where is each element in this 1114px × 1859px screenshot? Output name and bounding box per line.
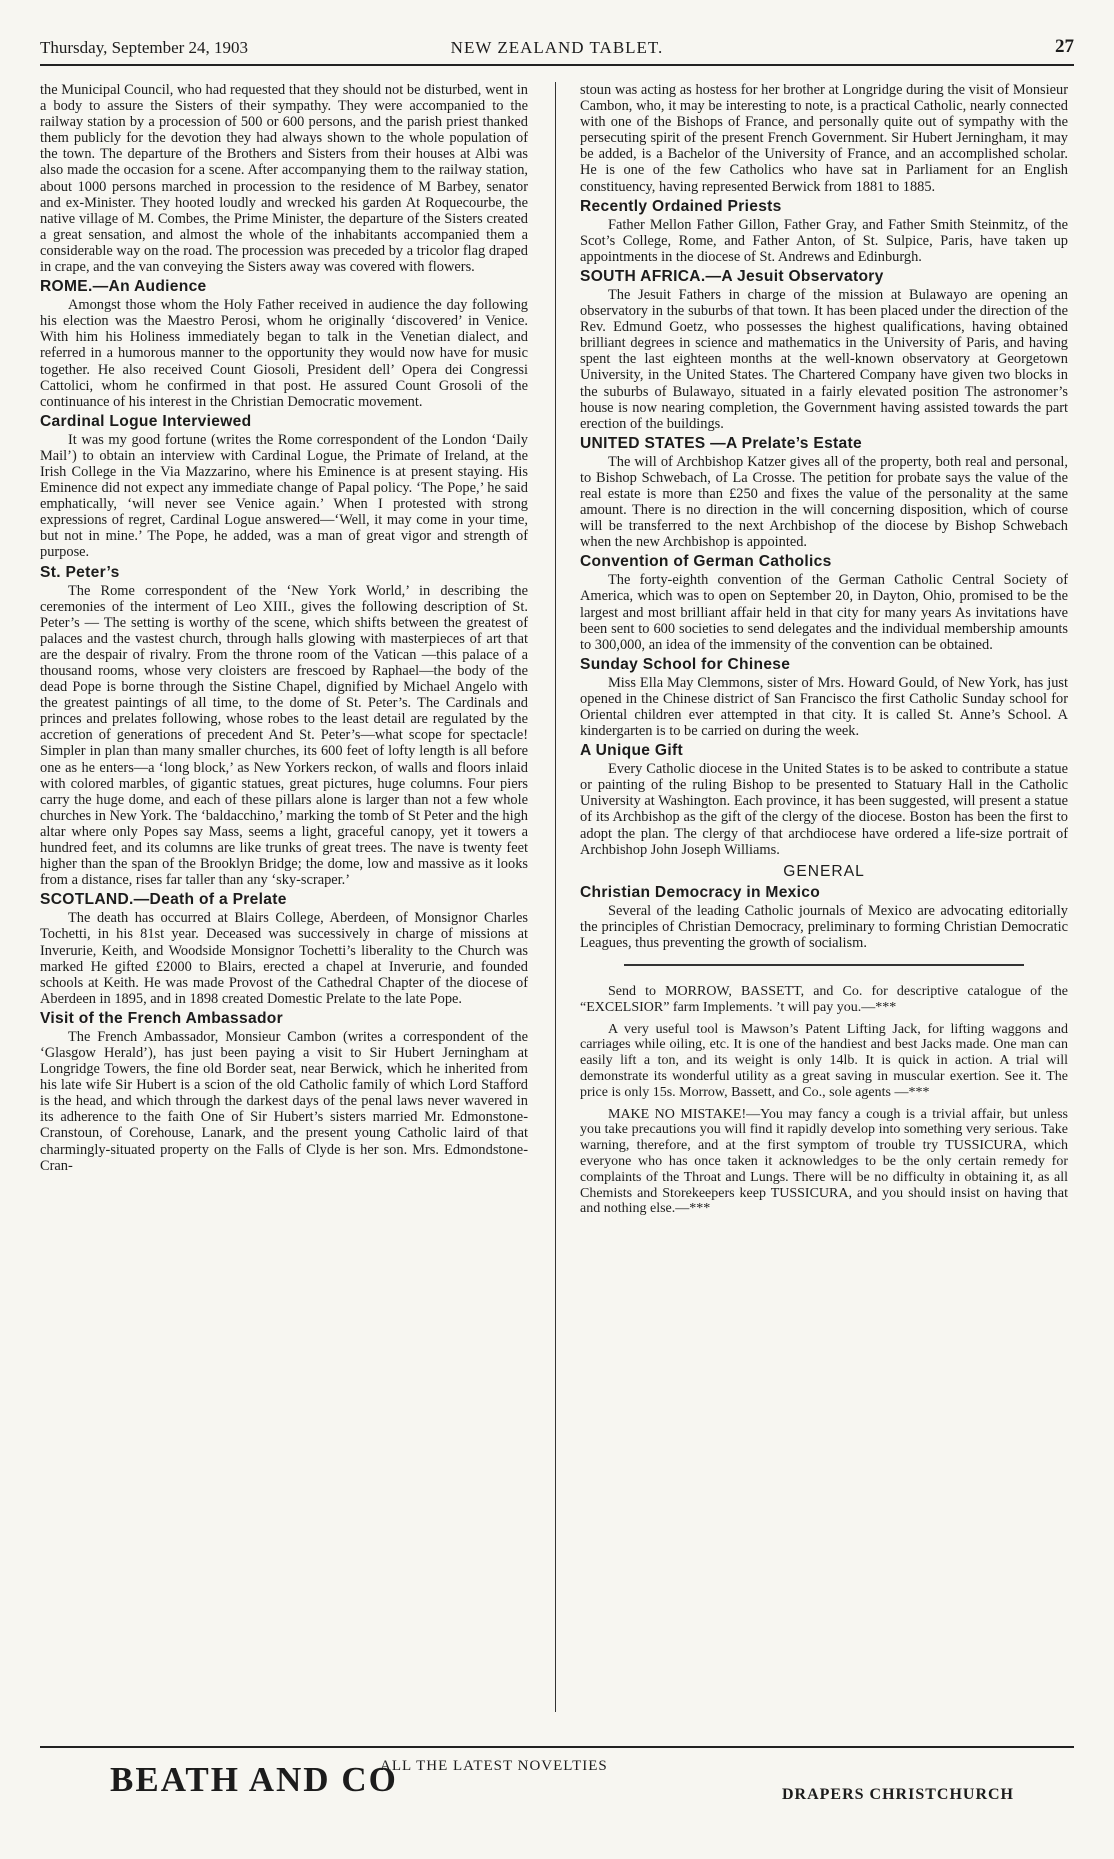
heading-st-peters: St. Peter’s (40, 563, 120, 581)
heading-christian-democracy: Christian Democracy in Mexico (580, 883, 821, 901)
heading-sunday-school: Sunday School for Chinese (580, 655, 791, 673)
heading-german-catholics: Convention of German Catholics (580, 553, 832, 571)
article-continuation-right: stoun was acting as hostess for her brother at Longridge during the visit of Monsieur Cambon, who, it may be interesting to note, is a practical Catholic, nearly connected with one of the Bishops of France, and personally quite out of sympathy with the persecuting spirit of the present French Government. Sir Hubert Jerningham, it may be added, is a Bachelor of the University of France, and an accomplished scholar. He is one of the few Catholics who have sat in Parliament for an English constituency, having represented Berwick from 1881 to 1885. (580, 82, 1068, 195)
article-st-peters: The Rome correspondent of the ‘New York World,’ in describing the ceremonies of the interment of Leo XIII., gives the following description of St. Peter’s — The setting is worthy of the scene, which shifts between the greatest of palaces and the vastest church, through halls glowing with masterpieces of art that are the despair of rivalry. From the throne room of the Vatican —this palace of a thousand rooms, whose very cloisters are frescoed by Raphael—the body of the dead Pope is borne through the Sistine Chapel, dignified by Michael Angelo with the greatest paintings of all time, to the dome of St. Peter’s. The Cardinals and princes and prelates following, whose robes to the least detail are regulated by the accretion of generations of precedent And St. Peter’s—what scope for spectacle! Simpler in plan than many smaller churches, its 600 feet of lofty length is all before one as he enters—a ‘long block,’ as New Yorkers reckon, of walls and floors inlaid with colored marbles, of gigantic statues, great pictures, huge columns. Four piers carry the huge dome, and each of these pillars alone is larger than not a few whole churches in New York. The ‘baldacchino,’ marking the tomb of St Peter and the high altar where only Popes say Mass, seems a light, graceful canopy, yet it towers a hundred feet, and its columns are like trunks of great trees. The nave is twenty feet higher than the span of the Brooklyn Bridge; the dome, low and massive as it looks from a distance, rises far taller than any ‘sky-scraper.’ (40, 582, 528, 889)
article-christian-democracy: Several of the leading Catholic journals of Mexico are advocating editorially the principles of Christian Democracy, preliminary to forming Christian Democratic Leagues, thus preventing the growth of socialism. (580, 902, 1068, 951)
article-continuation: the Municipal Council, who had requested that they should not be disturbed, went in a body to assure the Sisters of their sympathy. They were accompanied to the railway station by a procession of 500 or 600 persons, and the parish priest thanked them publicly for the devotion they had always shown to the whole population of the town. The departure of the Brothers and Sisters from their houses at Albi was also made the occasion for a scene. After accompanying them to the railway station, about 1000 persons marched in procession to the residence of M Barbey, senator and ex-Minister. They hooted loudly and wrecked his garden At Roquecourbe, the native village of M. Combes, the Prime Minister, the departure of the Sisters created a great sensation, and almost the whole of the inhabitants accompanied them a considerable way on the road. The procession was preceded by a tricolor flag draped in crape, and the van conveying the Sisters away was covered with flowers. (40, 82, 528, 276)
article-scotland: The death has occurred at Blairs College, Aberdeen, of Monsignor Charles Tochetti, in his 81st year. Deceased was successively in charge of missions at Inverurie, Keith, and Woodside Monsignor Tochetti’s liberality to the Church was marked He gifted £2000 to Blairs, erected a chapel at Inverurie, and founded schools at Keith. He was made Provost of the Cathedral Chapter of the diocese of Aberdeen in 1895, and in 1898 created Domestic Prelate to the late Pope. (40, 910, 528, 1007)
advertisements (580, 984, 1068, 1217)
article-cardinal-logue: It was my good fortune (writes the Rome correspondent of the London ‘Daily Mail’) to obtain an interview with Cardinal Logue, the Primate of Ireland, at the Irish College in the Via Mazzarino, where his Eminence is at present staying. His Eminence did not expect any immediate change of Papal policy. ‘The Pope,’ he said emphatically, ‘will never see Venice again.’ When I protested with strong expressions of regret, Cardinal Logue answered—‘Well, it may come in your time, but not in mine.’ The Pope, he added, was a man of great vigor and strength of purpose. (40, 431, 528, 561)
heading-rome: ROME.—An Audience (40, 278, 207, 296)
footer-brand: BEATH AND CO (110, 1760, 398, 1799)
heading-french-ambassador: Visit of the French Ambassador (40, 1009, 283, 1027)
left-column (40, 82, 528, 1722)
footer-tagline: ALL THE LATEST NOVELTIES (380, 1758, 608, 1774)
advert-tussicura: MAKE NO MISTAKE!—You may fancy a cough is a trivial affair, but unless you take precautions you will find it rapidly develop into something very serious. Take warning, therefore, and at the first symptom of trouble try TUSSICURA, which everyone who has once taken it acknowledges to be the only certain remedy for complaints of the Throat and Lungs. There will be no difficulty in obtaining it, as all Chemists and Storekeepers keep TUSSICURA, and you should insist on having that and nothing else.—*** (580, 1106, 1068, 1217)
article-sunday-school: Miss Ella May Clemmons, sister of Mrs. Howard Gould, of New York, has just opened in the Chinese district of San Francisco the first Catholic Sunday school for Oriental children ever attempted in that city. It is called St. Anne’s School. A kindergarten is to be carried on during the week. (580, 674, 1068, 740)
issue-date: Thursday, September 24, 1903 (40, 38, 249, 57)
heading-south-africa: SOUTH AFRICA.—A Jesuit Observatory (580, 267, 884, 285)
advert-divider (624, 964, 1024, 966)
advert-lifting-jack: A very useful tool is Mawson’s Patent Lifting Jack, for lifting waggons and carriages while oiling, etc. It is one of the handiest and best Jacks made. One man can easily lift a ton, and its weight is only 14lb. It is quick in action. A trial will demonstrate its wonderful utility as a great saving in muscular exertion. See it. The price is only 15s. Morrow, Bassett, and Co., sole agents —*** (580, 1021, 1068, 1100)
heading-general: GENERAL (783, 862, 865, 880)
footer-advert (40, 1758, 1074, 1828)
advert-excelsior: Send to MORROW, BASSETT, and Co. for descriptive catalogue of the “EXCELSIOR” farm Implements. ’t will pay you.—*** (580, 984, 1068, 1015)
heading-united-states: UNITED STATES —A Prelate’s Estate (580, 434, 862, 452)
article-rome: Amongst those whom the Holy Father received in audience the day following his election was the Maestro Perosi, whom he originally ‘discovered’ in Venice. With him his Holiness immediately began to talk in the Venetian dialect, and referred in a humorous manner to the opportunity they would now have for music together. He also received Count Giosoli, President dell’ Opera dei Congressi Cattolici, whom he confirmed in that post. He assured Count Grosoli of the continuance of his interest in the Christian Democratic movement. (40, 297, 528, 410)
article-ordained-priests: Father Mellon Father Gillon, Father Gray, and Father Smith Steinmitz, of the Scot’s College, Rome, and Father Anton, of St. Sulpice, Paris, have taken up appointments in the diocese of St. Andrews and Edinburgh. (580, 216, 1068, 265)
article-unique-gift: Every Catholic diocese in the United States is to be asked to contribute a statue or painting of the ruling Bishop to be presented to Statuary Hall in the Catholic University at Washington. Each province, it has been suggested, will present a statue of its Archbishop as the gift of the clergy of the diocese. Boston has been the first to adopt the plan. The clergy of that archdiocese have ordered a life-size portrait of Archbishop John Joseph Williams. (580, 761, 1068, 858)
publication-title: NEW ZEALAND TABLET. (450, 38, 664, 57)
article-united-states: The will of Archbishop Katzer gives all of the property, both real and personal, to Bishop Schwebach, of La Crosse. The petition for probate says the value of the real estate is more than £250 and fixes the value of the personality at the same amount. There is no direction in the will concerning disposition, which of course will be transferred to the next Archbishop of the diocese by Bishop Schwebach when the new Archbishop is appointed. (580, 453, 1068, 551)
footer-divider (40, 1746, 1074, 1748)
article-french-ambassador: The French Ambassador, Monsieur Cambon (writes a correspondent of the ‘Glasgow Herald’), has just been paying a visit to Sir Hubert Jerningham at Longridge Towers, the fine old Border seat, near Berwick, which he inherited from his late wife Sir Hubert is a scion of the old Catholic family of which Lord Stafford is the head, and which through the darkest days of the penal laws never wavered in its adherence to the faith One of Sir Hubert’s sisters married Mr. Edmonstone-Cranstoun, of Corehouse, Lanark, and the present young Catholic laird of that charmingly-situated property on the Falls of Clyde is her son. Mrs. Edmondstone-Cran- (40, 1028, 528, 1174)
article-south-africa: The Jesuit Fathers in charge of the mission at Bulawayo are opening an observatory in the suburbs of that town. It has been placed under the direction of the Rev. Edmund Goetz, who possesses the highest qualifications, having obtained brilliant degrees in science and mathematics in the University of Paris, and having spent the last eighteen months at the well-known observatory at Georgetown University, in the United States. The Chartered Company have given two blocks in the suburbs of Bulawayo, situated in a fairly elevated position The astronomer’s house is now nearing completion, the Government having assisted towards the part erection of the buildings. (580, 286, 1068, 432)
column-divider (555, 82, 556, 1712)
heading-scotland: SCOTLAND.—Death of a Prelate (40, 891, 287, 909)
masthead (40, 34, 1074, 66)
article-columns (40, 82, 1074, 1722)
heading-cardinal-logue: Cardinal Logue Interviewed (40, 412, 252, 430)
heading-unique-gift: A Unique Gift (580, 742, 683, 760)
right-column (580, 82, 1068, 1722)
footer-drapers: DRAPERS CHRISTCHURCH (781, 1786, 1014, 1803)
article-german-catholics: The forty-eighth convention of the German Catholic Central Society of America, which was to open on September 20, in Dayton, Ohio, promised to be the largest and most brilliant affair held in that city for many years As invitations have been sent to 600 societies to send delegates and the individual membership amounts to 300,000, an idea of the immensity of the convention can be obtained. (580, 572, 1068, 653)
heading-ordained-priests: Recently Ordained Priests (580, 197, 782, 215)
page-number: 27 (1055, 36, 1074, 57)
